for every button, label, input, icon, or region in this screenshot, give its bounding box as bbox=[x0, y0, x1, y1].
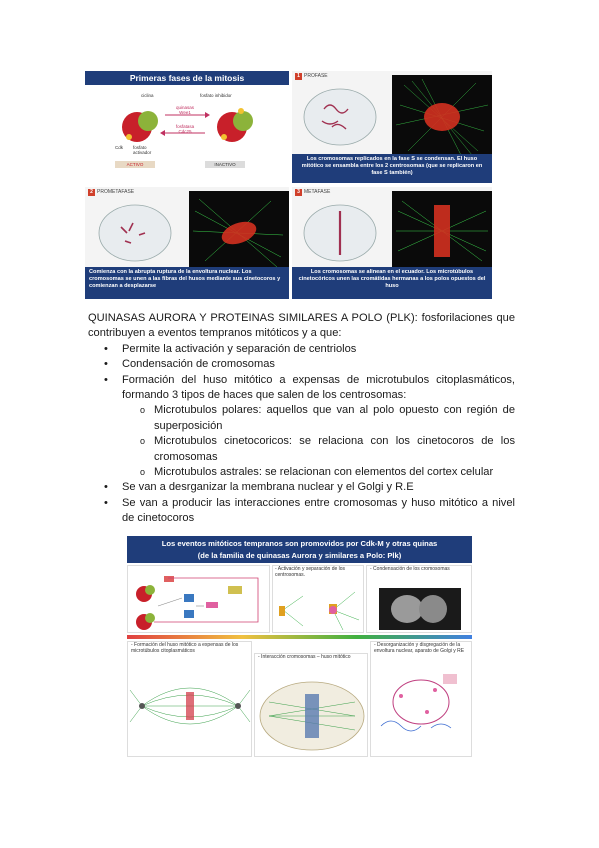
color-strip bbox=[127, 635, 472, 639]
panel-metafase bbox=[292, 187, 492, 299]
prometafase-caption: Comienza con la abrupta ruptura de la envoltura nuclear. Los cromosomas se unen a las fibras del husos mediante sus cinetocoros y comienzan a desplazarse bbox=[85, 267, 289, 299]
panel-first-phases bbox=[85, 71, 289, 183]
figure2-title-line1: Los eventos mitóticos tempranos son promovidos por Cdk-M y otras quinas bbox=[161, 539, 438, 548]
phase-label-metafase: 3 METAFASE bbox=[295, 189, 330, 196]
interaction-cell bbox=[254, 653, 368, 757]
panel-title: Primeras fases de la mitosis bbox=[85, 71, 289, 85]
spindle-formation-cell bbox=[127, 641, 252, 757]
prometafase-illustration bbox=[85, 191, 289, 271]
profase-illustration bbox=[292, 75, 492, 159]
list-item: • Se van a producir las interacciones entre cromosomas y huso mitótico a nivel de cinetocoros bbox=[88, 496, 515, 527]
list-item: • Permite la activación y separación de centriolos bbox=[88, 342, 515, 357]
bullet-list-2 bbox=[88, 480, 515, 526]
interaction-illustration bbox=[255, 672, 369, 756]
label-quinasas: quinasas Wee1 bbox=[175, 105, 194, 115]
activation-label: - Activación y separación de los centrosomas. bbox=[275, 566, 346, 578]
spindle-illustration bbox=[128, 660, 253, 754]
sub-list-item: o Microtubulos polares: aquellos que van al polo opuesto con región de superposición bbox=[88, 403, 515, 434]
activation-cell bbox=[272, 565, 364, 633]
body-text bbox=[88, 311, 515, 527]
sub-bullet-list bbox=[88, 403, 515, 480]
figure2-title bbox=[127, 536, 472, 563]
chromosome-micrograph bbox=[367, 586, 472, 632]
cdk-cycle-small bbox=[128, 566, 271, 634]
label-cdk: Cdk bbox=[115, 145, 124, 150]
figure2-title-line2: (de la familia de quinasas Aurora y similares a Polo: Plk) bbox=[197, 551, 402, 560]
list-item: • Condensación de cromosomas bbox=[88, 357, 515, 372]
phase-label-prometafase: 2 PROMETAFASE bbox=[88, 189, 134, 196]
envelope-illustration bbox=[371, 666, 472, 756]
interaction-label: - Interacción cromosomas – huso mitótico bbox=[258, 654, 351, 660]
phase-label-profase: 1 PROFASE bbox=[295, 73, 328, 80]
panel-prometafase bbox=[85, 187, 289, 299]
label-activo: ACTIVO bbox=[126, 162, 144, 167]
condensation-label: - Condensación de los cromosomas bbox=[370, 566, 450, 572]
metafase-caption: Los cromosomas se alinean en el ecuador. Los microtúbulos cinetocóricos unen las cromátidas hermanas a los polos opuestos del huso bbox=[292, 267, 492, 299]
label-fosfatasa: fosfatasa Cdc25 bbox=[175, 124, 195, 134]
list-item: • Se van a desrganizar la membrana nuclear y el Golgi y R.E bbox=[88, 480, 515, 495]
disorganization-label: - Desorganización y disgregación de la envoltura nuclear, aparato de Golgi y RE bbox=[374, 642, 465, 654]
sub-list-item: o Microtubulos cinetocoricos: se relaciona con los cinetocoros de los cromosomas bbox=[88, 434, 515, 465]
intro-paragraph: QUINASAS AURORA Y PROTEINAS SIMILARES A POLO (PLK): fosforilaciones que contribuyen a eventos tempranos mitóticos y a que: bbox=[88, 312, 515, 340]
profase-caption: Los cromosomas replicados en la fase S se condensan. El huso mitótico se ensambla entre los 2 centrosomas (que se replicaron en fase S también) bbox=[292, 154, 492, 183]
disorganization-cell bbox=[370, 641, 472, 757]
condensation-cell bbox=[366, 565, 472, 633]
bullet-list bbox=[88, 342, 515, 404]
metafase-illustration bbox=[292, 191, 492, 271]
cdk-cycle-cell bbox=[127, 565, 270, 633]
figure-early-mitotic-events bbox=[127, 536, 472, 757]
label-inactivo: INACTIVO bbox=[214, 162, 236, 167]
centrosome-illustration bbox=[273, 586, 365, 632]
sub-list-item: o Microtubulos astrales: se relacionan con elementos del cortex celular bbox=[88, 465, 515, 480]
panel-profase bbox=[292, 71, 492, 183]
label-fosfato-activador: fosfato activador bbox=[133, 145, 152, 155]
list-item: • Formación del huso mitótico a expensas de microtubulos citoplasmáticos, formando 3 tipos de haces que salen de los centrosomas: bbox=[88, 373, 515, 404]
figure-mitosis-phases bbox=[85, 71, 492, 299]
label-fosfato-inhibidor: fosfato inhibidor bbox=[200, 93, 232, 98]
label-ciclina: ciclina bbox=[141, 93, 154, 98]
spindle-formation-label: - Formación del huso mitótico a expensas de los microtúbulos citoplasmáticos bbox=[131, 642, 239, 654]
